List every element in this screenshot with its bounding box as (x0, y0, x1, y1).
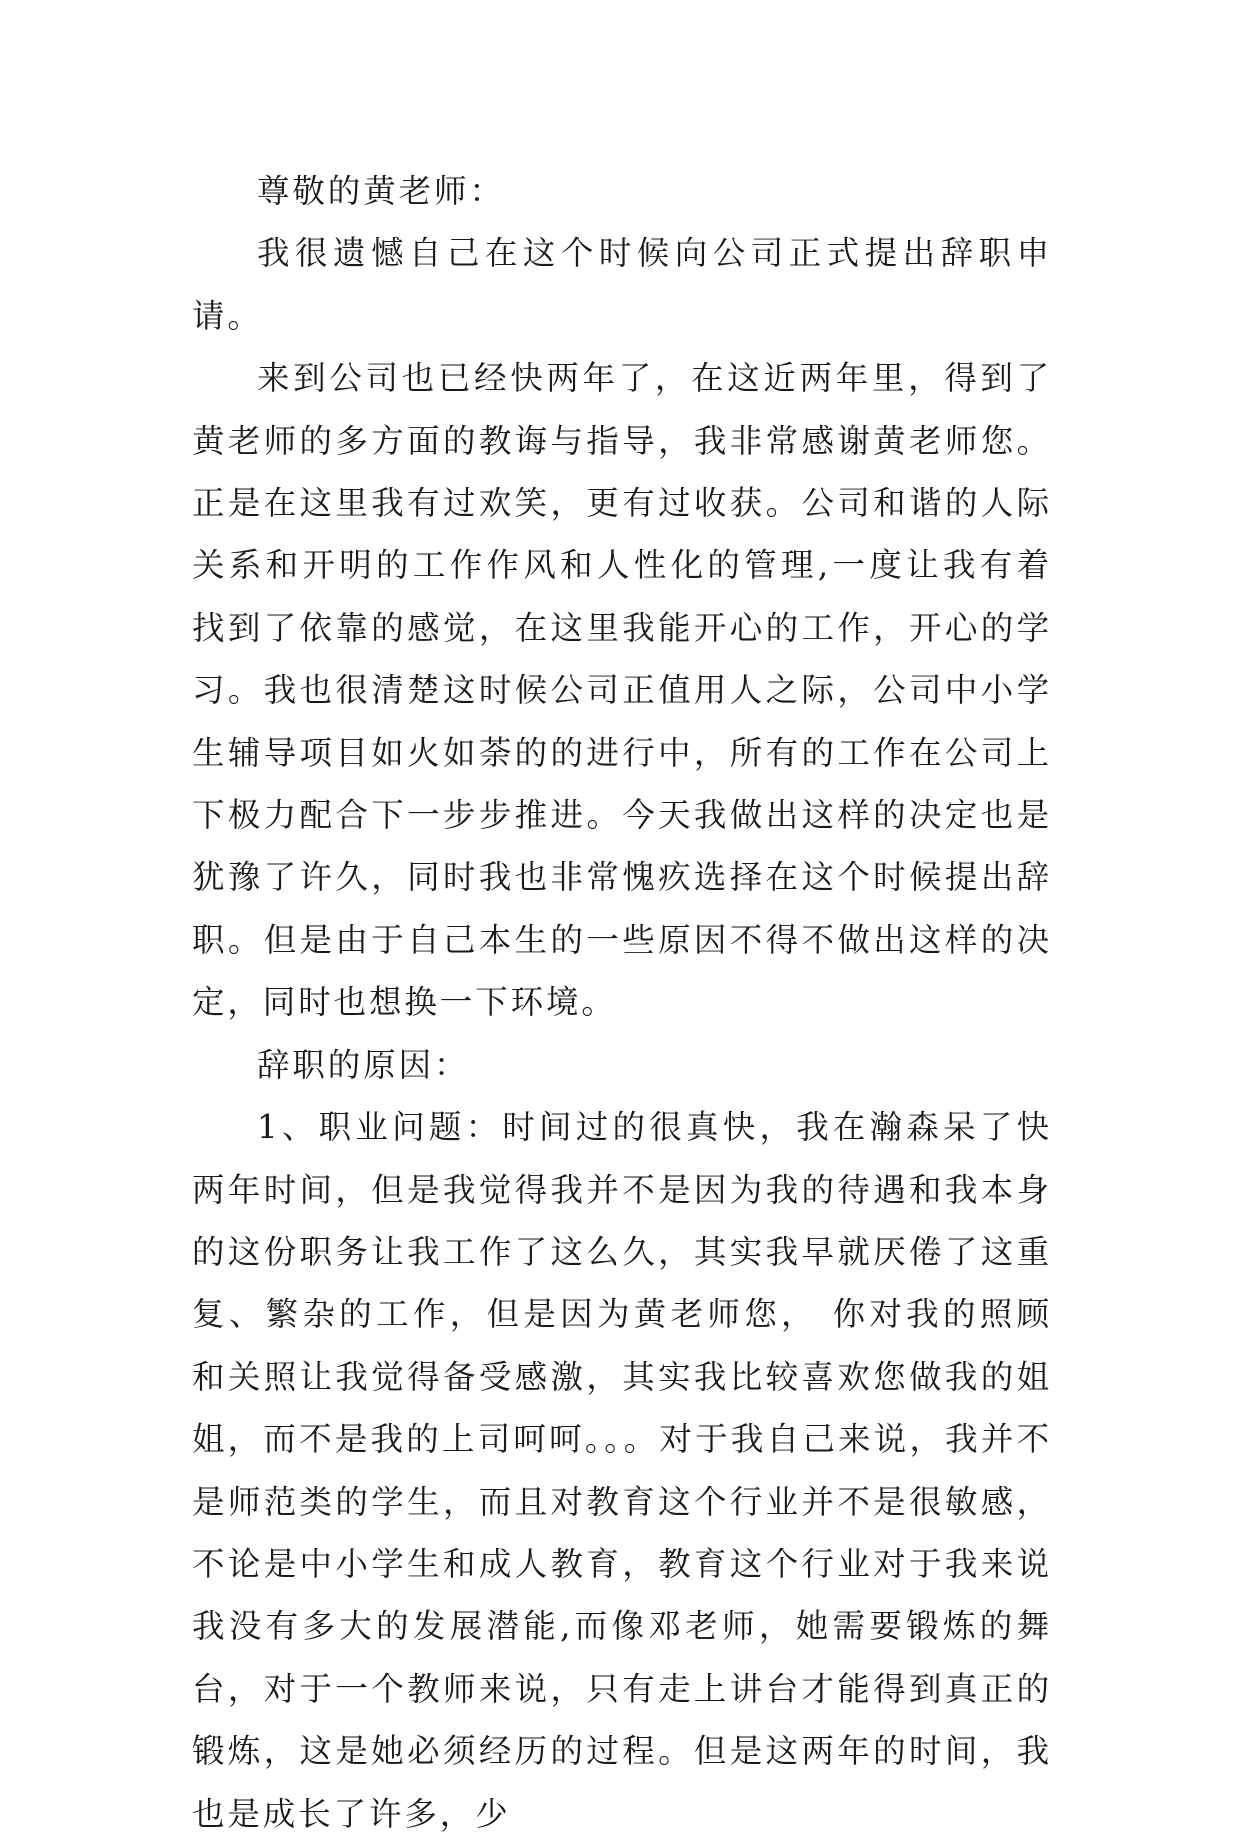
paragraph-gratitude: 来到公司也已经快两年了，在这近两年里，得到了黄老师的多方面的教诲与指导，我非常感谢黄老师您。正是在这里我有过欢笑，更有过收获。公司和谐的人际关系和开明的工作作风和人性化的管理,一度让我有着找到了依靠的感觉，在这里我能开心的工作，开心的学习。我也很清楚这时候公司正值用人之际，公司中小学生辅导项目如火如荼的的进行中，所有的工作在公司上下极力配合下一步步推进。今天我做出这样的决定也是犹豫了许久，同时我也非常愧疚选择在这个时候提出辞职。但是由于自己本生的一些原因不得不做出这样的决定，同时也想换一下环境。 (192, 359, 1052, 1022)
paragraph-resignation-statement: 我很遗憾自己在这个时候向公司正式提出辞职申请。 (192, 234, 1052, 335)
paragraph-reasons-heading: 辞职的原因： (257, 1045, 470, 1084)
greeting: 尊敬的黄老师： (257, 172, 505, 210)
paragraph-reason-career: 1、职业问题：时间过的很真快，我在瀚森呆了快两年时间，但是我觉得我并不是因为我的待遇和我本身的这份职务让我工作了这么久，其实我早就厌倦了这重复、繁杂的工作，但是因为黄老师您， 你对我的照顾和关照让我觉得备受感激，其实我比较喜欢您做我的姐姐，而不是我的上司呵呵。。。对于我自己来说，我并不是师范类的学生，而且对教育这个行业并不是很敏感，不论是中小学生和成人教育，教育这个行业对于我来说我没有多大的发展潜能,而像邓老师，她需要锻炼的舞台，对于一个教师来说，只有走上讲台才能得到真正的锻炼，这是她必须经历的过程。但是这两年的时间，我也是成长了许多，少 (192, 1108, 1052, 1833)
letter-body (192, 160, 1052, 1845)
